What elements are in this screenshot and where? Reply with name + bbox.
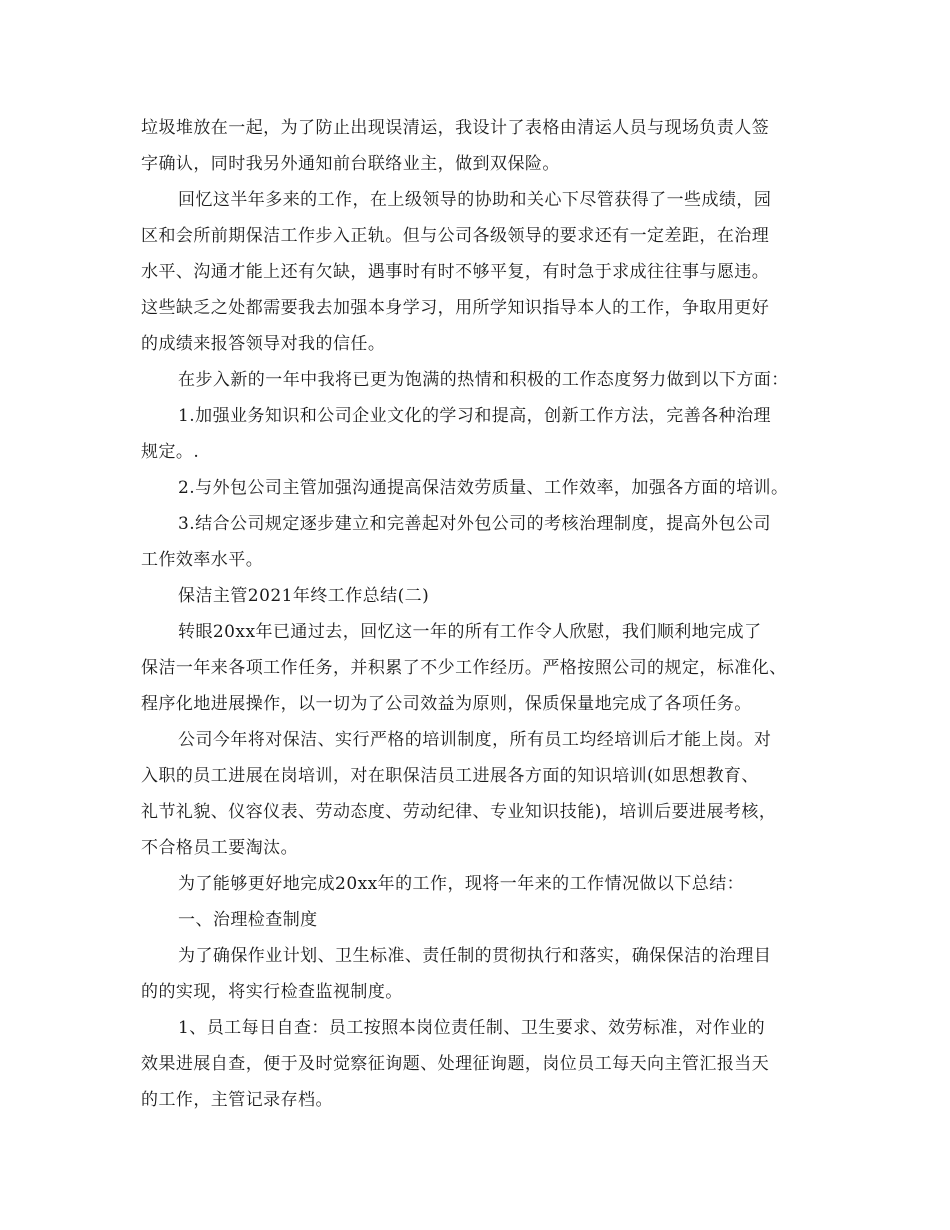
list-item-3-line: 3.结合公司规定逐步建立和完善起对外包公司的考核治理制度，提高外包公司 bbox=[178, 514, 771, 534]
paragraph-start-line: 在步入新的一年中我将已更为饱满的热情和积极的工作态度努力做到以下方面： bbox=[178, 370, 789, 390]
list-item-2-line: 2.与外包公司主管加强沟通提高保洁效劳质量、工作效率，加强各方面的培训。 bbox=[178, 478, 789, 498]
paragraph-start-line: 为了确保作业计划、卫生标准、责任制的贯彻执行和落实，确保保洁的治理目 bbox=[178, 946, 772, 966]
text-line: 入职的员工进展在岗培训，对在职保洁员工进展各方面的知识培训(如思想教育、 bbox=[141, 766, 759, 786]
paragraph-start-line: 回忆这半年多来的工作，在上级领导的协助和关心下尽管获得了一些成绩，园 bbox=[178, 190, 772, 210]
text-line: 规定。. bbox=[141, 442, 200, 462]
paragraph-start-line: 1、员工每日自查：员工按照本岗位责任制、卫生要求、效劳标准，对作业的 bbox=[178, 1018, 766, 1038]
section-title: 保洁主管2021年终工作总结(二) bbox=[178, 586, 430, 606]
text-line: 程序化地进展操作，以一切为了公司效益为原则，保质保量地完成了各项任务。 bbox=[141, 694, 752, 714]
text-line: 不合格员工要淘汰。 bbox=[141, 838, 299, 858]
text-line: 的的实现，将实行检查监视制度。 bbox=[141, 982, 403, 1002]
text-line: 效果进展自查，便于及时觉察征询题、处理征询题，岗位员工每天向主管汇报当天 bbox=[141, 1054, 770, 1074]
text-line: 字确认，同时我另外通知前台联络业主，做到双保险。 bbox=[141, 154, 560, 174]
text-line: 的工作，主管记录存档。 bbox=[141, 1090, 333, 1110]
paragraph-start-line: 为了能够更好地完成20xx年的工作，现将一年来的工作情况做以下总结： bbox=[178, 874, 745, 894]
paragraph-start-line: 公司今年将对保洁、实行严格的培训制度，所有员工均经培训后才能上岗。对 bbox=[178, 730, 772, 750]
text-line: 礼节礼貌、仪容仪表、劳动态度、劳动纪律、专业知识技能)，培训后要进展考核， bbox=[141, 802, 777, 822]
list-item-1-line: 1.加强业务知识和公司企业文化的学习和提高，创新工作方法，完善各种治理 bbox=[178, 406, 771, 426]
text-line: 工作效率水平。 bbox=[141, 550, 264, 570]
text-line: 水平、沟通才能上还有欠缺，遇事时有时不够平复，有时急于求成往往事与愿违。 bbox=[141, 262, 770, 282]
text-line: 垃圾堆放在一起，为了防止出现误清运，我设计了表格由清运人员与现场负责人签 bbox=[141, 118, 770, 138]
text-line: 保洁一年来各项工作任务，并积累了不少工作经历。严格按照公司的规定，标准化、 bbox=[141, 658, 787, 678]
paragraph-start-line: 转眼20xx年已通过去，回忆这一年的所有工作令人欣慰，我们顺利地完成了 bbox=[178, 622, 762, 642]
subsection-heading: 一、治理检查制度 bbox=[178, 910, 318, 930]
text-line: 区和会所前期保洁工作步入正轨。但与公司各级领导的要求还有一定差距，在治理 bbox=[141, 226, 770, 246]
text-line: 这些缺乏之处都需要我去加强本身学习，用所学知识指导本人的工作，争取用更好 bbox=[141, 298, 770, 318]
text-line: 的成绩来报答领导对我的信任。 bbox=[141, 334, 386, 354]
